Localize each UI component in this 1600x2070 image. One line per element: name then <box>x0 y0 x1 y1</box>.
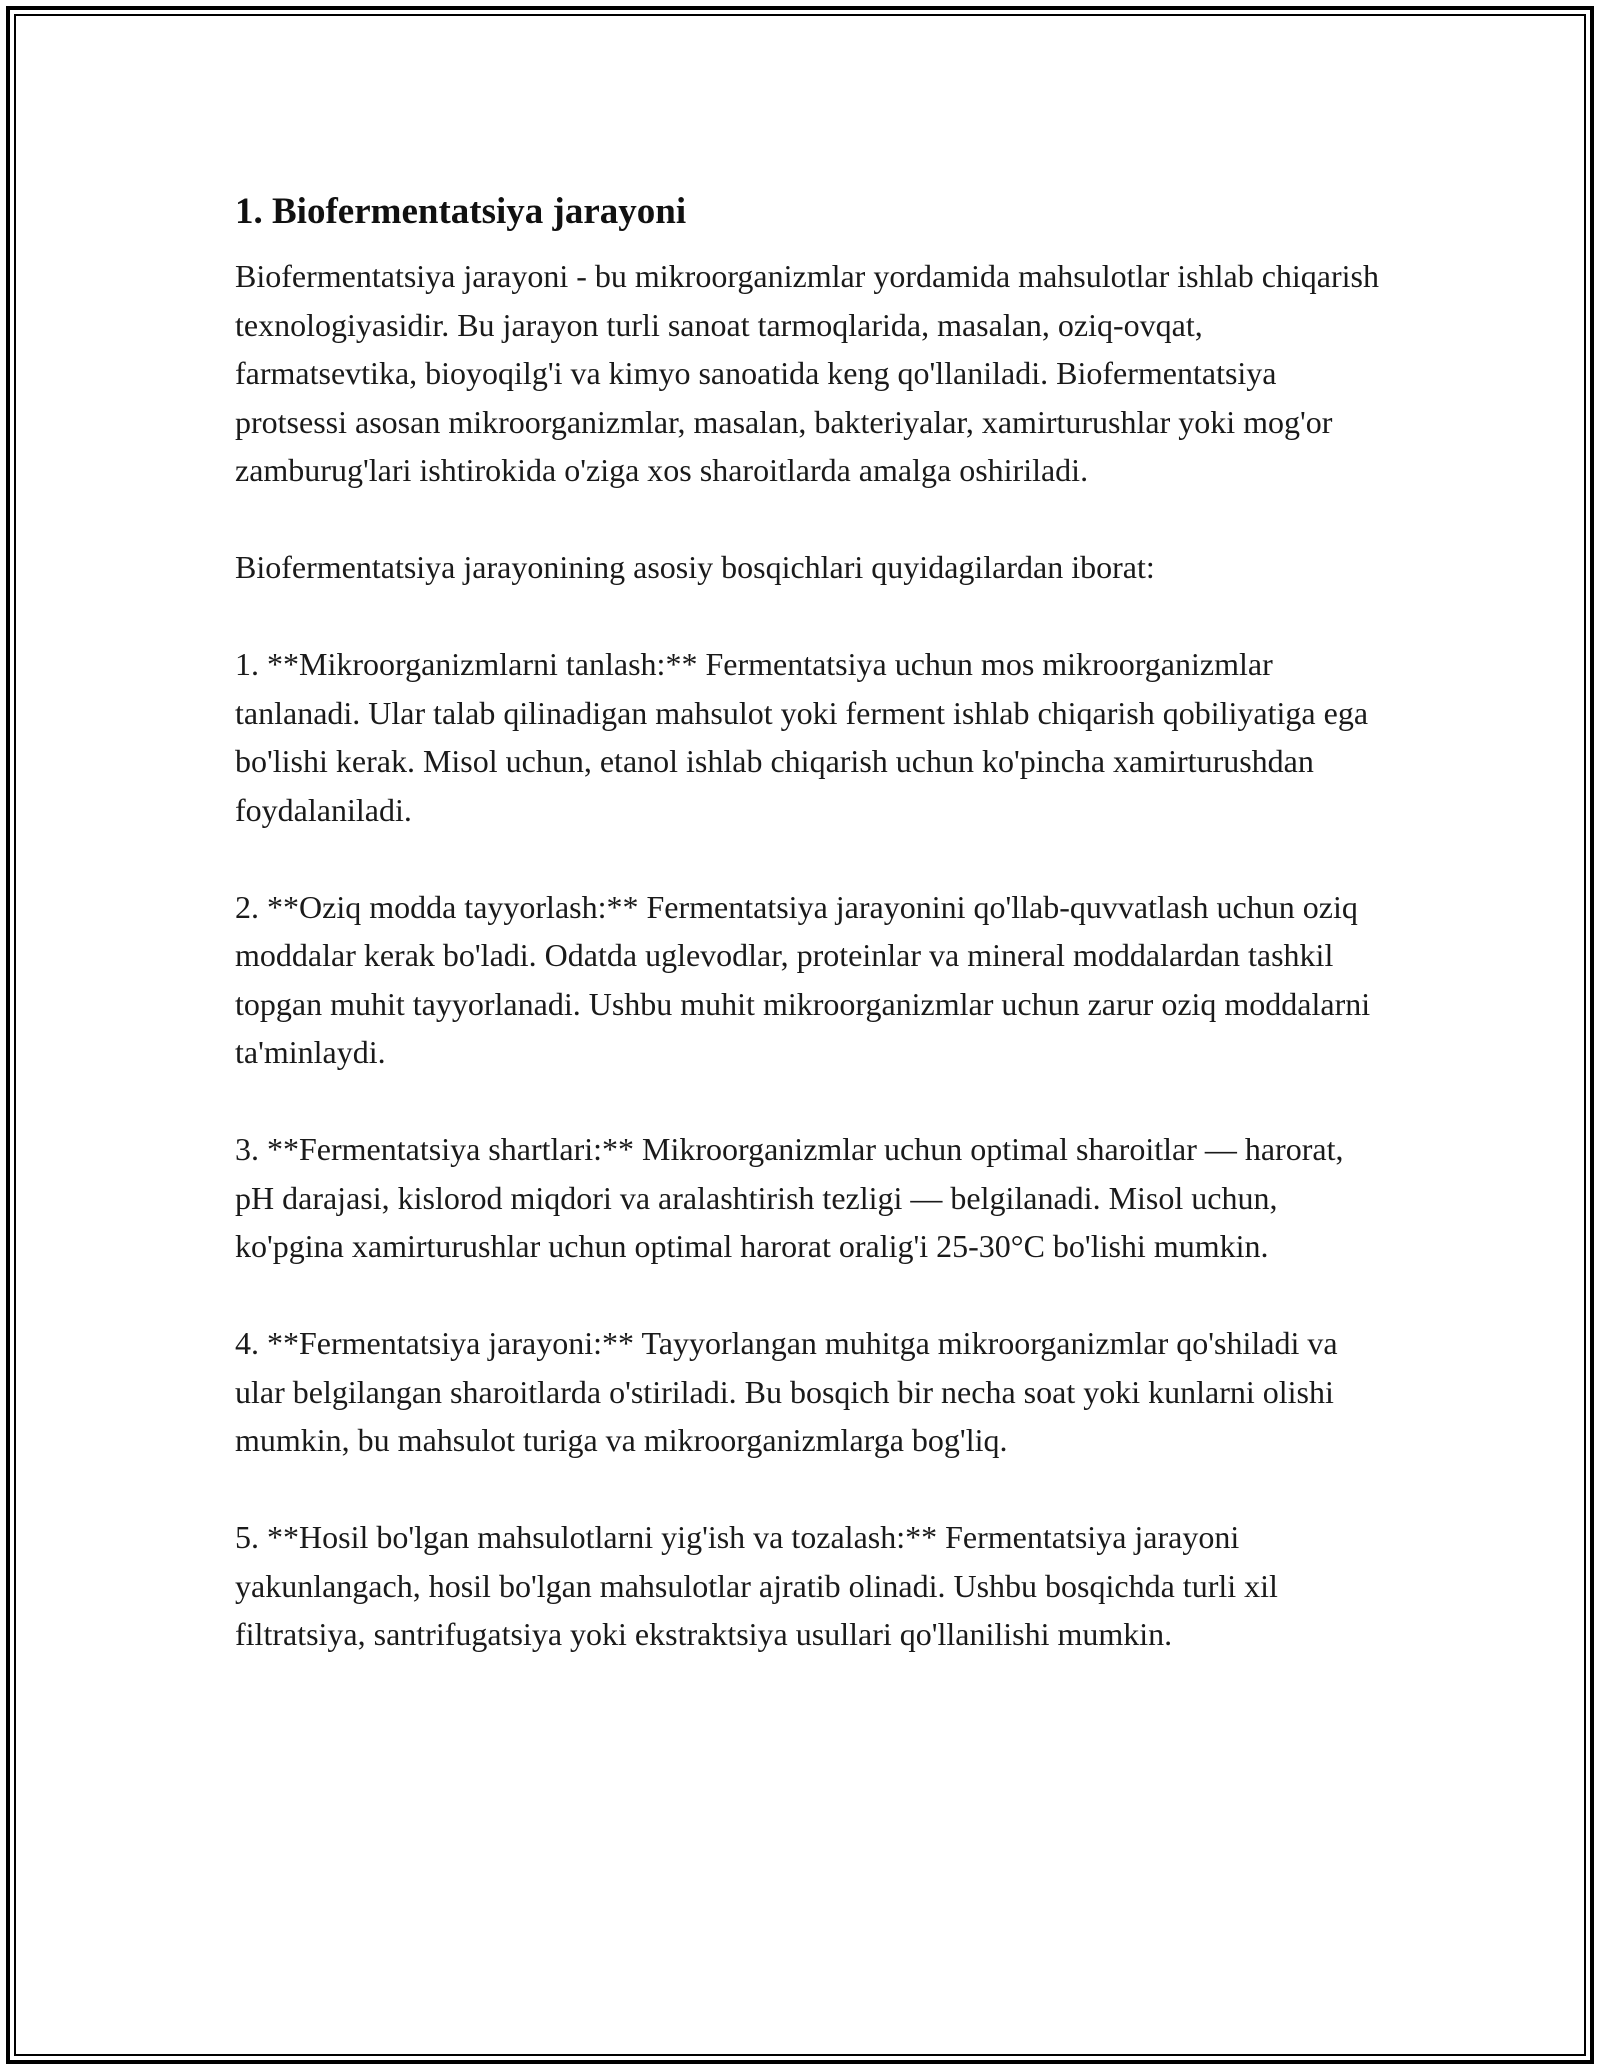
intro-paragraph: Biofermentatsiya jarayoni - bu mikroorganizmlar yordamida mahsulotlar ishlab chiqarish texnologiyasidir. Bu jarayon turli sanoat tarmoqlarida, masalan, oziq-ovqat, farmatsevtika, bioyoqilg'i va kimyo sanoatida keng qo'llaniladi. Biofermentatsiya protsessi asosan mikroorganizmlar, masalan, bakteriyalar, xamirturushlar yoki mog'or zamburug'lari ishtirokida o'ziga xos sharoitlarda amalga oshiriladi. <box>235 258 1379 488</box>
stages-intro-paragraph: Biofermentatsiya jarayonining asosiy bosqichlari quyidagilardan iborat: <box>235 549 1155 585</box>
stage-5-paragraph: 5. **Hosil bo'lgan mahsulotlarni yig'ish va tozalash:** Fermentatsiya jarayoni yakunlangach, hosil bo'lgan mahsulotlar ajratib olinadi. Ushbu bosqichda turli xil filtratsiya, santrifugatsiya yoki ekstraktsiya usullari qo'llanilishi mumkin. <box>235 1519 1278 1652</box>
stage-3-paragraph: 3. **Fermentatsiya shartlari:** Mikroorganizmlar uchun optimal sharoitlar — harorat, pH darajasi, kislorod miqdori va aralashtirish tezligi — belgilanadi. Misol uchun, ko'pgina xamirturushlar uchun optimal harorat oralig'i 25-30°C bo'lishi mumkin. <box>235 1131 1344 1264</box>
stage-4-paragraph: 4. **Fermentatsiya jarayoni:** Tayyorlangan muhitga mikroorganizmlar qo'shiladi va ular belgilangan sharoitlarda o'stiriladi. Bu bosqich bir necha soat yoki kunlarni olishi mumkin, bu mahsulot turiga va mikroorganizmlarga bog'liq. <box>235 1325 1338 1458</box>
document-body <box>235 186 1385 1707</box>
stage-2-paragraph: 2. **Oziq modda tayyorlash:** Fermentatsiya jarayonini qo'llab-quvvatlash uchun oziq moddalar kerak bo'ladi. Odatda uglevodlar, proteinlar va mineral moddalardan tashkil topgan muhit tayyorlanadi. Ushbu muhit mikroorganizmlar uchun zarur oziq moddalarni ta'minlaydi. <box>235 888 1371 1070</box>
document-title: 1. Biofermentatsiya jarayoni <box>235 191 687 232</box>
stage-1-paragraph: 1. **Mikroorganizmlarni tanlash:** Fermentatsiya uchun mos mikroorganizmlar tanlanadi. Ular talab qilinadigan mahsulot yoki ferment ishlab chiqarish qobiliyatiga ega bo'lishi kerak. Misol uchun, etanol ishlab chiqarish uchun ko'pincha xamirturushdan foydalaniladi. <box>235 646 1369 828</box>
